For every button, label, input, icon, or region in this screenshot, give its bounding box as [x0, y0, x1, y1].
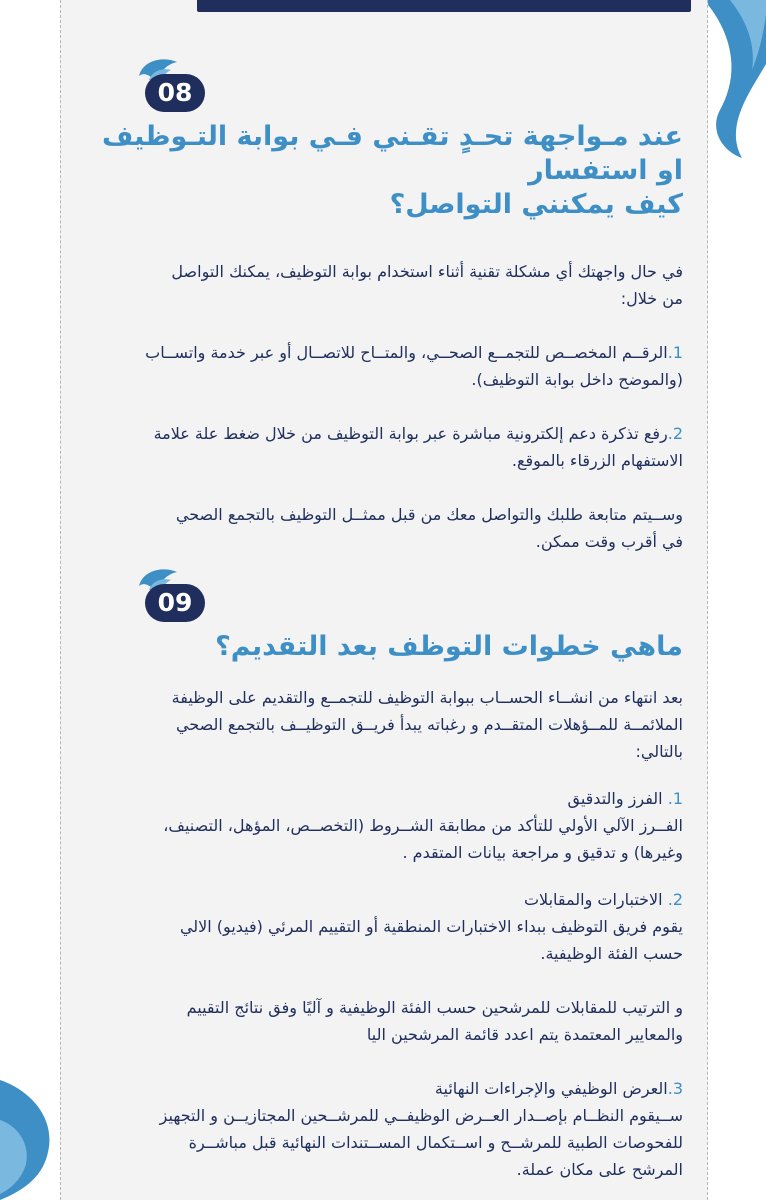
intro-line1: بعد انتهاء من انشــاء الحســاب ببوابة التوظيف للتجمــع والتقديم على الوظيفة — [171, 688, 683, 707]
step2-title — [85, 886, 683, 913]
item1-line1 — [85, 339, 683, 366]
item1-text: الرقــم المخصــص للتجمــع الصحــي، والمتــاح للاتصــال أو عبر خدمة واتســاب — [145, 343, 668, 362]
step1-title-text: الفرز والتدقيق — [567, 789, 663, 808]
section-number: 09 — [145, 584, 205, 622]
intro-line3: بالتالي: — [635, 742, 683, 761]
closing-line2: في أقرب وقت ممكن. — [535, 532, 683, 551]
section-number-badge — [133, 564, 217, 630]
section-09 — [85, 564, 683, 1183]
step1-number: 1. — [667, 789, 683, 808]
intro-line1: في حال واجهتك أي مشكلة تقنية أثناء استخدام بوابة التوظيف، يمكنك التواصل — [171, 262, 683, 281]
top-accent-bar — [197, 0, 691, 12]
step3-line1: ســيقوم النظــام بإصــدار العــرض الوظيفــي للمرشــحين المجتازيــن و التجهيز — [159, 1106, 683, 1125]
step3-line2: للفحوصات الطبية للمرشــح و اســتكمال المســتندات النهائية قبل مباشــرة — [188, 1133, 683, 1152]
step3-title — [85, 1075, 683, 1102]
item1-line2: (والموضح داخل بوابة التوظيف). — [471, 370, 683, 389]
item2-number: 2. — [667, 424, 683, 443]
section-title-line1: عند مـواجهة تحـدٍ تقـني فـي بوابة التـوظيف او استفسار — [101, 121, 683, 186]
section-number: 08 — [145, 74, 205, 112]
step2-title-text: الاختبارات والمقابلات — [523, 890, 663, 909]
intro-line2: الملائمــة للمــؤهلات المتقــدم و رغباته يبدأ فريــق التوظيــف بالتجمع الصحي — [175, 715, 683, 734]
step1-line2: وغيرها) و تدقيق و مراجعة بيانات المتقدم . — [402, 843, 683, 862]
item1-number: 1. — [667, 343, 683, 362]
step2b-line1: و الترتيب للمقابلات للمرشحين حسب الفئة الوظيفية و آليًا وفق نتائج التقييم — [186, 998, 683, 1017]
content-card — [60, 0, 708, 1200]
item2-line2: الاستفهام الزرقاء بالموقع. — [511, 451, 683, 470]
item2-text: رفع تذكرة دعم إلكترونية مباشرة عبر بوابة التوظيف من خلال ضغط علة علامة — [153, 424, 668, 443]
step2-line1: يقوم فريق التوظيف ببداء الاختبارات المنطقية أو التقييم المرئي (فيديو) الالي — [179, 917, 683, 936]
closing-line1: وســيتم متابعة طلبك والتواصل معك من قبل ممثــل التوظيف بالتجمع الصحي — [175, 505, 683, 524]
intro-line2: من خلال: — [620, 289, 683, 308]
step2-line2: حسب الفئة الوظيفية. — [540, 944, 683, 963]
step1-line1: الفــرز الآلي الأولي للتأكد من مطابقة الشــروط (التخصــص، المؤهل، التصنيف، — [163, 816, 683, 835]
step3-number: 3. — [667, 1079, 683, 1098]
step1-title — [85, 785, 683, 812]
step3-line3: المرشح على مكان عملة. — [516, 1160, 683, 1179]
item2-line1 — [85, 420, 683, 447]
section-08 — [85, 54, 683, 555]
step2-number: 2. — [667, 890, 683, 909]
section-title-line2: كيف يمكنني التواصل؟ — [389, 189, 683, 220]
step2b-line2: والمعايير المعتمدة يتم اعدد قائمة المرشحين اليا — [366, 1025, 683, 1044]
section-number-badge — [133, 54, 217, 120]
step3-title-text: العرض الوظيفي والإجراءات النهائية — [434, 1079, 668, 1098]
section-title: ماهي خطوات التوظف بعد التقديم؟ — [215, 631, 683, 662]
